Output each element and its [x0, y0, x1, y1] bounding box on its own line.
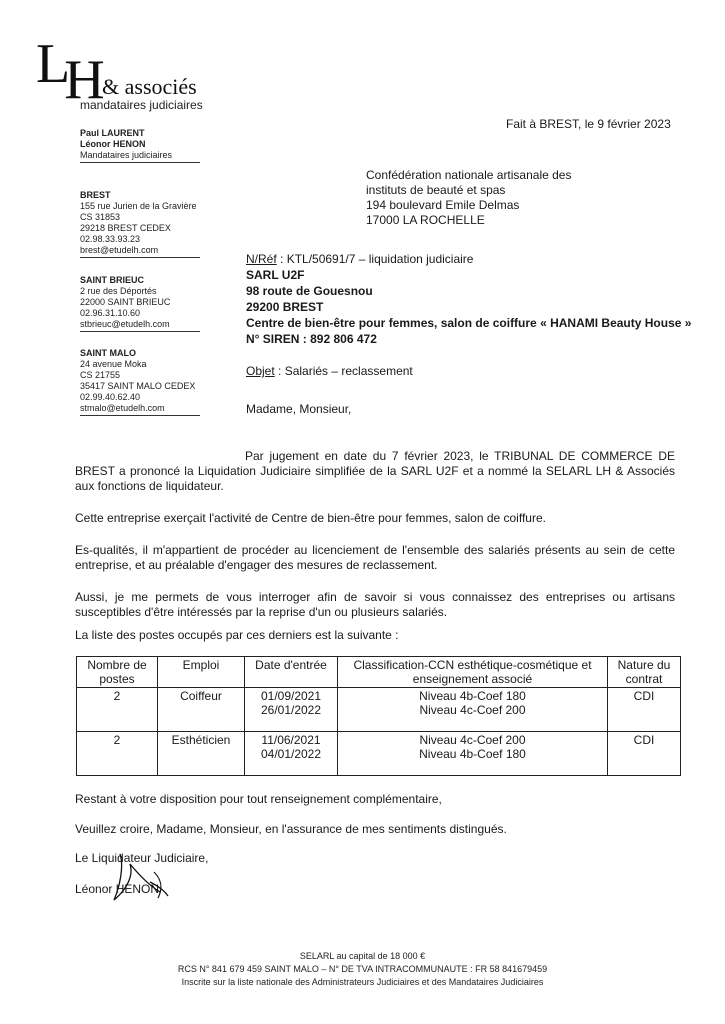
logo-wordmark: & associés: [102, 74, 197, 99]
table-row: [77, 688, 681, 732]
reference-block: [246, 251, 691, 347]
office-line: 2 rue des Déportés: [80, 286, 157, 296]
table-header: Date d'entrée: [245, 657, 338, 688]
table-header: Classification-CCN esthétique-cosmétique et enseignement associé: [338, 657, 608, 688]
partner-name: Léonor HENON: [80, 139, 146, 149]
table-header: Nature du contrat: [608, 657, 681, 688]
office-saint-malo: [80, 348, 200, 416]
address-line: instituts de beauté et spas: [366, 183, 506, 197]
footer-capital: SELARL au capital de 18 000 €: [299, 951, 426, 961]
paragraph-availability: Restant à votre disposition pour tout renseignement complémentaire,: [75, 792, 442, 806]
company-name: SARL U2F: [246, 268, 305, 282]
office-saint-brieuc: [80, 275, 200, 332]
salutation: Madame, Monsieur,: [246, 402, 352, 416]
date-line: Fait à BREST, le 9 février 2023: [506, 117, 671, 131]
cell-job: Esthéticien: [158, 732, 245, 776]
cell-dates: 11/06/2021 04/01/2022: [245, 732, 338, 776]
office-email[interactable]: stmalo@etudelh.com: [80, 403, 165, 413]
cell-contract: CDI: [608, 688, 681, 732]
divider: [80, 257, 200, 258]
signatory-role: Le Liquidateur Judiciaire,: [75, 851, 209, 865]
footer: [0, 950, 725, 989]
paragraph-judgment: Par jugement en date du 7 février 2023, le TRIBUNAL DE COMMERCE DE BREST a prononcé la Liquidation Judiciaire simplifiée de la SARL U2F et a nommé la SELARL LH & Associés aux fonctions de liquidateur.: [75, 449, 675, 493]
address-line: 194 boulevard Emile Delmas: [366, 198, 520, 212]
logo-subtitle: mandataires judiciaires: [80, 98, 203, 112]
footer-registration: Inscrite sur la liste nationale des Administrateurs Judiciaires et des Mandataires Judiciaires: [181, 977, 544, 987]
office-email[interactable]: stbrieuc@etudelh.com: [80, 319, 170, 329]
address-line: 17000 LA ROCHELLE: [366, 213, 485, 227]
office-phone: 02.96.31.10.60: [80, 308, 141, 318]
office-line: 35417 SAINT MALO CEDEX: [80, 381, 196, 391]
paragraph-list-intro: La liste des postes occupés par ces derniers est la suivante :: [75, 628, 399, 642]
office-phone: 02.99.40.62.40: [80, 392, 141, 402]
footer-rcs: RCS N° 841 679 459 SAINT MALO – N° DE TVA INTRACOMMUNAUTE : FR 58 841679459: [177, 964, 548, 974]
nref-label: N/Réf: [246, 252, 277, 266]
sidebar-names: [80, 128, 200, 163]
office-city: SAINT BRIEUC: [80, 275, 145, 285]
paragraph-layoff: Es-qualités, il m'appartient de procéder au licenciement de l'ensemble des salariés présents au sein de cette entreprise, et au préalable d'engager des mesures de reclassement.: [75, 543, 675, 572]
office-brest: [80, 190, 200, 258]
cell-dates: 01/09/2021 26/01/2022: [245, 688, 338, 732]
object-line: [246, 364, 413, 378]
positions-table: [76, 656, 681, 776]
office-line: 24 avenue Moka: [80, 359, 147, 369]
partner-role: Mandataires judiciaires: [80, 150, 173, 160]
office-city: BREST: [80, 190, 111, 200]
object-value: : Salariés – reclassement: [274, 364, 413, 378]
office-line: CS 31853: [80, 212, 121, 222]
partner-name: Paul LAURENT: [80, 128, 145, 138]
office-phone: 02.98.33.93.23: [80, 234, 141, 244]
cell-job: Coiffeur: [158, 688, 245, 732]
office-city: SAINT MALO: [80, 348, 136, 358]
divider: [80, 331, 200, 332]
paragraph-activity: Cette entreprise exerçait l'activité de Centre de bien-être pour femmes, salon de coiffure.: [75, 511, 546, 525]
paragraph-inquiry: Aussi, je me permets de vous interroger afin de savoir si vous connaissez des entreprises ou artisans susceptibles d'être intéressés par la reprise d'un ou plusieurs salariés.: [75, 590, 675, 619]
office-email[interactable]: brest@etudelh.com: [80, 245, 159, 255]
signatory-name: Léonor HENON: [75, 882, 160, 896]
cell-contract: CDI: [608, 732, 681, 776]
logo-monogram: LH: [36, 33, 101, 111]
handwritten-signature: [90, 846, 180, 906]
paragraph-closing: Veuillez croire, Madame, Monsieur, en l'assurance de mes sentiments distingués.: [75, 822, 507, 836]
office-line: 29218 BREST CEDEX: [80, 223, 171, 233]
object-label: Objet: [246, 364, 275, 378]
company-siren: N° SIREN : 892 806 472: [246, 332, 377, 346]
office-line: 22000 SAINT BRIEUC: [80, 297, 171, 307]
cell-count: 2: [77, 732, 158, 776]
company-street: 98 route de Gouesnou: [246, 284, 373, 298]
company-activity: Centre de bien-être pour femmes, salon de coiffure « HANAMI Beauty House »: [246, 316, 692, 330]
recipient-address: [366, 168, 571, 228]
table-header-row: [77, 657, 681, 688]
cell-levels: Niveau 4b-Coef 180 Niveau 4c-Coef 200: [338, 688, 608, 732]
divider: [80, 162, 200, 163]
table-row: [77, 732, 681, 776]
nref-value: : KTL/50691/7 – liquidation judiciaire: [276, 252, 474, 266]
office-line: CS 21755: [80, 370, 121, 380]
company-city: 29200 BREST: [246, 300, 324, 314]
address-line: Confédération nationale artisanale des: [366, 168, 572, 182]
cell-count: 2: [77, 688, 158, 732]
office-line: 155 rue Jurien de la Gravière: [80, 201, 197, 211]
cell-levels: Niveau 4c-Coef 200 Niveau 4b-Coef 180: [338, 732, 608, 776]
table-header: Nombre de postes: [77, 657, 158, 688]
divider: [80, 415, 200, 416]
table-header: Emploi: [158, 657, 245, 688]
